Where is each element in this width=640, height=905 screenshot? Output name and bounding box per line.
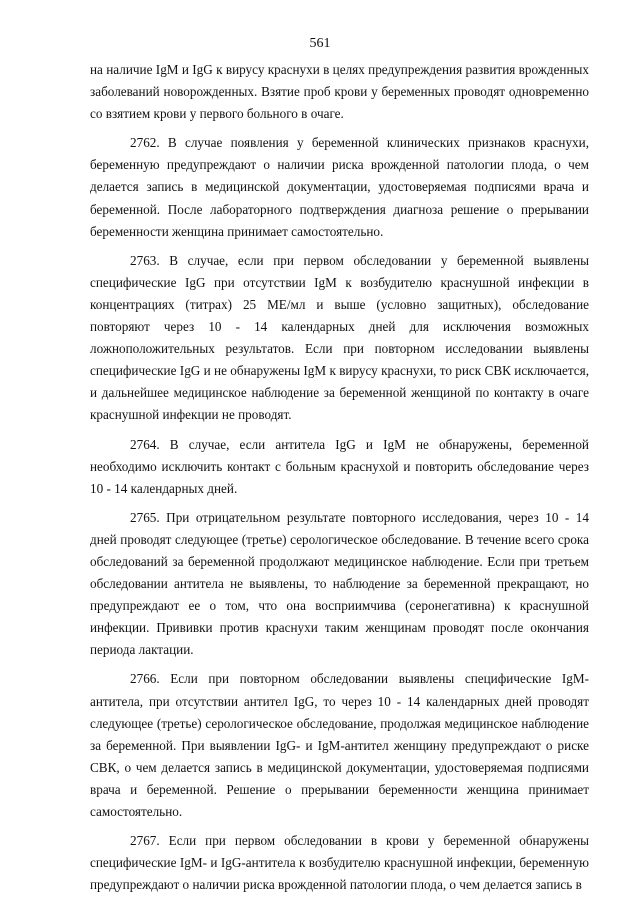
paragraph-2764: 2764. В случае, если антитела IgG и IgM не обнаружены, беременной необходимо исключить контакт с больным краснухой и повторить обследование через 10 - 14 календарных дней. — [90, 436, 589, 496]
page-number: 561 — [309, 36, 331, 51]
paragraph-2766: 2766. Если при повторном обследовании выявлены специфические IgM-антитела, при отсутствии антител IgG, то через 10 - 14 календарных дней проводят следующее (третье) серологическое обследование, продолжая медицинское наблюдение за беременной. При выявлении IgG- и IgM-антител женщину предупреждают о риске СВК, о чем делается запись в медицинской документации, удостоверяемая подписями врача и беременной. Решение о прерывании беременности женщина принимает самостоятельно. — [90, 671, 589, 819]
paragraph-2767: 2767. Если при первом обследовании в крови у беременной обнаружены специфические IgM- и IgG-антитела к возбудителю краснушной инфекции, беременную предупреждают о наличии риска врожденной патологии плода, о чем делается запись в — [90, 833, 589, 893]
paragraph-2765: 2765. При отрицательном результате повторного исследования, через 10 - 14 дней проводят следующее (третье) серологическое обследование. В течение всего срока обследований за беременной продолжают медицинское наблюдение. Если при третьем обследовании антитела не выявлены, то наблюдение за беременной прекращают, но предупреждают ее о том, что она восприимчива (серонегативна) к краснушной инфекции. Прививки против краснухи таким женщинам проводят после окончания периода лактации. — [90, 509, 589, 658]
paragraph-continuation: на наличие IgM и IgG к вирусу краснухи в целях предупреждения развития врожденных заболеваний новорожденных. Взятие проб крови у беременных проводят одновременно со взятием крови у первого больного в очаге. — [90, 62, 589, 122]
document-body — [90, 59, 589, 896]
paragraph-2763: 2763. В случае, если при первом обследовании у беременной выявлены специфические IgG при отсутствии IgM к возбудителю краснушной инфекции в концентрациях (титрах) 25 МЕ/мл и выше (условно защитных), обследование повторяют через 10 - 14 календарных дней для исключения возможных ложноположительных результатов. Если при повторном исследовании выявлены специфические IgG и не обнаружены IgM к вирусу краснухи, то риск СВК исключается, и дальнейшее медицинское наблюдение за беременной женщиной по контакту в очаге краснушной инфекции не проводят. — [90, 252, 589, 423]
paragraph-2762: 2762. В случае появления у беременной клинических признаков краснухи, беременную предупреждают о наличии риска врожденной патологии плода, о чем делается запись в медицинской документации, удостоверяемая подписями врача и беременной. После лабораторного подтверждения диагноза решение о прерывании беременности женщина принимает самостоятельно. — [90, 135, 589, 239]
